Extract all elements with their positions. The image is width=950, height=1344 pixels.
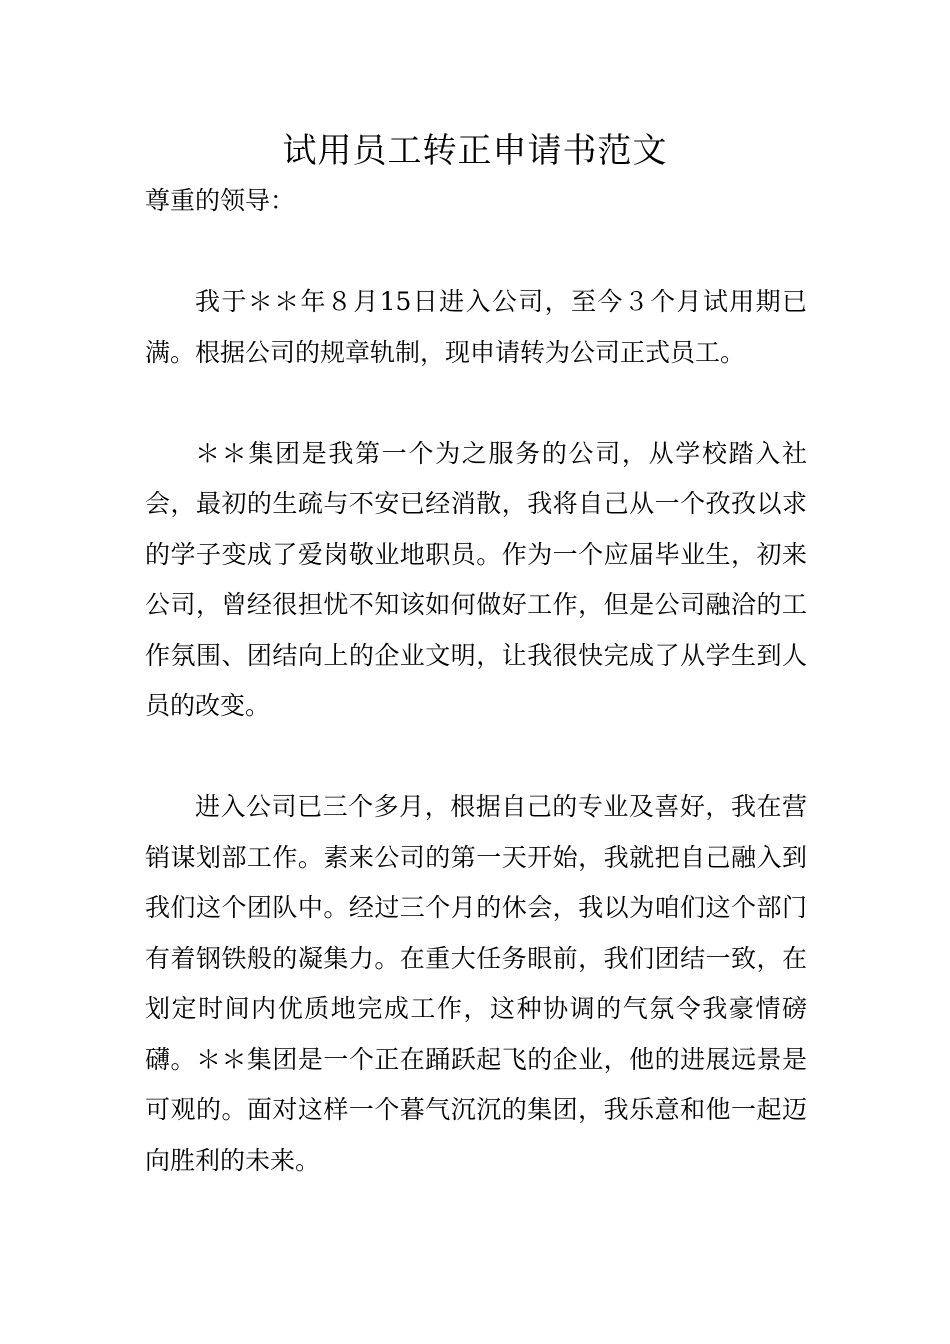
document-title: 试用员工转正申请书范文 [282, 131, 668, 171]
paragraph-2: ＊＊集团是我第一个为之服务的公司，从学校踏入社会，最初的生疏与不安已经消散，我将自己从一个孜孜以求的学子变成了爱岗敬业地职员。作为一个应届毕业生，初来公司，曾经很担忧不知该如何做好工作，但是公司融洽的工作氛围、团结向上的企业文明，让我很快完成了从学生到人员的改变。 [145, 438, 807, 720]
blank-line [145, 227, 807, 278]
blank-line [145, 732, 807, 783]
document-body [145, 176, 807, 1186]
blank-line [145, 378, 807, 429]
paragraph-1: 我于＊＊年８月15日进入公司，至今３个月试用期已满。根据公司的规章轨制，现申请转为公司正式员工。 [145, 287, 807, 367]
paragraph-3: 进入公司已三个多月，根据自己的专业及喜好，我在营销谋划部工作。素来公司的第一天开始，我就把自己融入到我们这个团队中。经过三个月的休会，我以为咱们这个部门有着钢铁般的凝集力。在重大任务眼前，我们团结一致，在划定时间内优质地完成工作，这种协调的气氛令我豪情磅礴。＊＊集团是一个正在踊跃起飞的企业，他的进展远景是可观的。面对这样一个暮气沉沉的集团，我乐意和他一起迈向胜利的未来。 [145, 792, 807, 1175]
salutation: 尊重的领导： [145, 186, 296, 215]
